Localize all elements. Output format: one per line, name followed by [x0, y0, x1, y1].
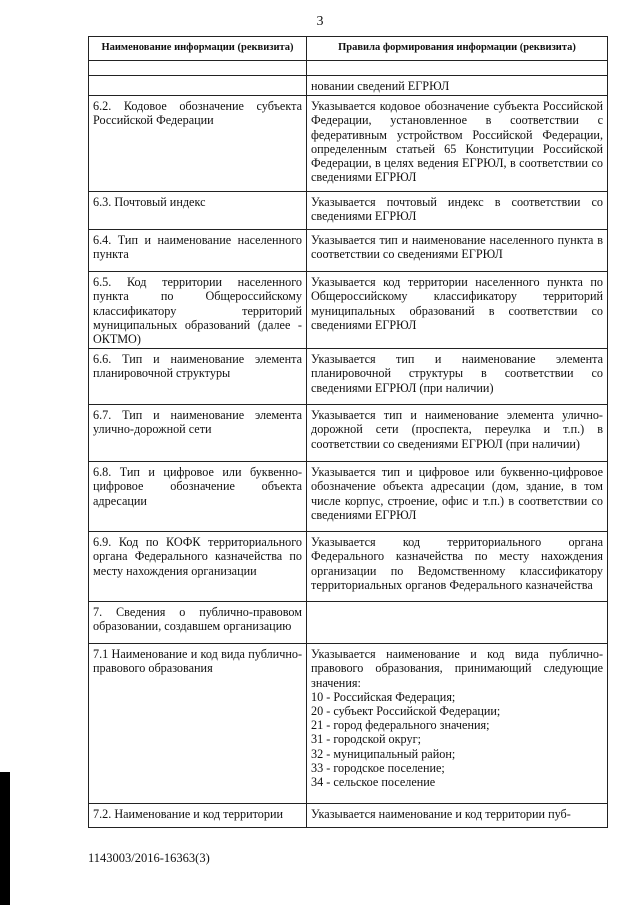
- requisites-table: [88, 36, 608, 828]
- row-name: 6.9. Код по КОФК территориального органа Федерального казначейства по месту нахождения организации: [89, 532, 307, 602]
- table-row: [89, 532, 608, 602]
- row-rule: Указывается почтовый индекс в соответствии со сведениями ЕГРЮЛ: [307, 192, 608, 230]
- row-rule: Указывается тип и наименование элемента улично-дорожной сети (проспекта, переулка и т.п.) в соответствии со сведениями ЕГРЮЛ (при наличии): [307, 405, 608, 462]
- list-item: 31 - городской округ;: [311, 732, 421, 747]
- table-row: [89, 644, 608, 804]
- document-code: 1143003/2016-16363(3): [88, 851, 210, 865]
- row-rule: Указывается наименование и код вида публично-правового образования, принимающий следующие значения:: [311, 647, 603, 690]
- table-row: [89, 804, 608, 828]
- table-row: [89, 272, 608, 349]
- list-item: 20 - субъект Российской Федерации;: [311, 704, 501, 719]
- list-item: 34 - сельское поселение: [311, 775, 436, 790]
- table-row: [89, 405, 608, 462]
- table-row: [89, 230, 608, 272]
- table-row: [89, 76, 608, 96]
- row-name: 6.3. Почтовый индекс: [89, 192, 307, 230]
- row-rule: Указывается код территории населенного пункта по Общероссийскому классификатору территорий муниципальных образований в соответствии со сведениями ЕГРЮЛ: [307, 272, 608, 349]
- code-list: [311, 690, 603, 789]
- table-row: [89, 349, 608, 405]
- row-name: 6.6. Тип и наименование элемента планировочной структуры: [89, 349, 307, 405]
- scan-edge-mark: [0, 772, 10, 905]
- row-name: 6.5. Код территории населенного пункта по Общероссийскому классификатору территорий муниципальных образований (далее - ОКТМО): [89, 272, 307, 349]
- row-name: 7.2. Наименование и код территории: [89, 804, 307, 828]
- row-name: 7.1 Наименование и код вида публично-правового образования: [89, 644, 307, 804]
- table-row: [89, 192, 608, 230]
- list-item: 21 - город федерального значения;: [311, 718, 490, 733]
- row-name: 6.7. Тип и наименование элемента улично-дорожной сети: [89, 405, 307, 462]
- row-name: 6.2. Кодовое обозначение субъекта Российской Федерации: [89, 96, 307, 192]
- header-info-name: Наименование информации (реквизита): [89, 37, 307, 61]
- row-name: 6.8. Тип и цифровое или буквенно-цифровое обозначение объекта адресации: [89, 462, 307, 532]
- table-row: [89, 462, 608, 532]
- list-item: 10 - Российская Федерация;: [311, 689, 456, 704]
- page-number: 3: [316, 14, 324, 29]
- row-name: [89, 76, 307, 96]
- row-rule-continuation: новании сведений ЕГРЮЛ: [307, 76, 608, 96]
- row-rule: Указывается код территориального органа Федерального казначейства по месту нахождения организации по Ведомственному классификатору территориальных органов Федерального казначейства: [307, 532, 608, 602]
- row-rule: Указывается тип и наименование элемента планировочной структуры в соответствии со сведениями ЕГРЮЛ (при наличии): [307, 349, 608, 405]
- row-name: 7. Сведения о публично-правовом образовании, создавшем организацию: [89, 602, 307, 644]
- table-spacer-row: [89, 61, 608, 76]
- row-rule: Указывается тип и цифровое или буквенно-цифровое обозначение объекта адресации (дом, здание, в том числе корпус, строение, офис и т.п.) в соответствии со сведениями ЕГРЮЛ: [307, 462, 608, 532]
- row-rule-with-codes: [307, 644, 608, 804]
- header-rules: Правила формирования информации (реквизита): [307, 37, 608, 61]
- list-item: 33 - городское поселение;: [311, 760, 445, 775]
- row-rule: [307, 602, 608, 644]
- row-rule: Указывается кодовое обозначение субъекта Российской Федерации, установленное в соответствии с федеративным устройством Российской Федерации, определенным статьей 65 Конституции Российской Федерации, в целях ведения ЕГРЮЛ, в соответствии со сведениями ЕГРЮЛ: [307, 96, 608, 192]
- table-header-row: [89, 37, 608, 61]
- table-row: [89, 96, 608, 192]
- row-rule: Указывается наименование и код территории пуб-: [307, 804, 608, 828]
- list-item: 32 - муниципальный район;: [311, 746, 456, 761]
- row-rule: Указывается тип и наименование населенного пункта в соответствии со сведениями ЕГРЮЛ: [307, 230, 608, 272]
- table-row: [89, 602, 608, 644]
- row-name: 6.4. Тип и наименование населенного пункта: [89, 230, 307, 272]
